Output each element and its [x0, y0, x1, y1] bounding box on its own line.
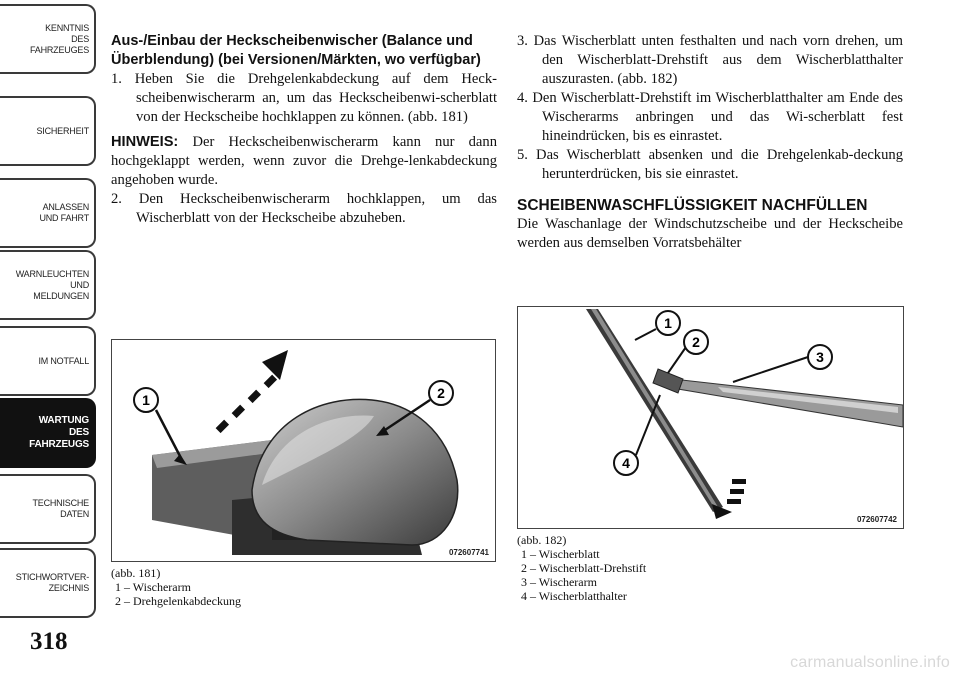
figure-code: 072607741 — [448, 548, 489, 557]
callout-1-label: 1 — [142, 392, 150, 408]
step-3: 3. Das Wischerblatt unten festhalten und nach vorn drehen, um den Wischerblatt-Drehstift aus dem Wischerblatthalter auszurasten. (abb. 182) — [517, 33, 903, 87]
tab-anlassen-und-fahrt[interactable] — [0, 178, 96, 248]
left-column — [111, 32, 497, 228]
chapter-tabs — [0, 0, 98, 620]
tab-stichwortverzeichnis[interactable] — [0, 548, 96, 618]
tab-label: ANLASSEN UND FAHRT — [39, 202, 89, 223]
wiper-arm-shape — [673, 379, 903, 427]
lift-direction-arrow — [216, 350, 288, 433]
step-2: 2. Den Heckscheibenwischerarm hochklappen, um das Wischerblatt von der Heckscheibe abzuheben. — [111, 191, 497, 226]
callout-4-label: 4 — [622, 455, 630, 471]
tab-label: TECHNISCHE DATEN — [32, 498, 89, 519]
figure-code: 072607742 — [856, 515, 897, 524]
callout-2-label: 2 — [437, 385, 445, 401]
legend-item: 4 – Wischerblatthalter — [521, 589, 627, 603]
figure-182-wiper-blade-illustration — [517, 306, 904, 529]
legend-item: 1 – Wischerarm — [115, 580, 191, 594]
legend-item: 1 – Wischerblatt — [521, 547, 600, 561]
callout-1-label: 1 — [664, 315, 672, 331]
wiper-blade-drawing — [518, 307, 903, 528]
tab-im-notfall[interactable] — [0, 326, 96, 396]
section-heading-washer-fluid: SCHEIBENWASCHFLÜSSIGKEIT NACHFÜLLEN — [517, 197, 868, 214]
wiper-pivot-cover-drawing — [112, 340, 495, 561]
tab-wartung-des-fahrzeugs[interactable] — [0, 398, 96, 468]
tab-label: WARNLEUCHTEN UND MELDUNGEN — [15, 268, 89, 301]
legend-item: 3 – Wischerarm — [521, 575, 597, 589]
section-heading: Aus-/Einbau der Heckscheibenwischer (Balance und Überblendung) (bei Versionen/Märkten, wo verfügbar) — [111, 33, 481, 68]
callout-3-label: 3 — [816, 349, 824, 365]
tab-label: WARTUNG DES FAHRZEUGS — [29, 415, 89, 450]
right-column — [517, 32, 903, 253]
tab-sicherheit[interactable] — [0, 96, 96, 166]
tab-label: STICHWORTVER- ZEICHNIS — [15, 572, 89, 593]
caption-title: (abb. 181) — [111, 566, 161, 580]
figure-181-caption — [111, 566, 241, 608]
figure-181-wiper-arm-illustration — [111, 339, 496, 562]
step-1: 1. Heben Sie die Drehgelenkabdeckung auf dem Heck-scheibenwischerarm an, um das Heckscheibenwi-scherblatt von der Heckscheibe hochklappen zu können. (abb. 181) — [111, 71, 497, 125]
callout-2-label: 2 — [692, 334, 700, 350]
note-text: Der Heckscheibenwischerarm kann nur dann hochgeklappt werden, wenn zuvor die Drehge-lenkabdeckung angehoben wurde. — [111, 134, 497, 188]
step-5: 5. Das Wischerblatt absenken und die Drehgelenkab-deckung herunterdrücken, bis sie einrastet. — [517, 147, 903, 182]
legend-item: 2 – Wischerblatt-Drehstift — [521, 561, 647, 575]
washer-fluid-paragraph: Die Waschanlage der Windschutzscheibe und der Heckscheibe werden aus demselben Vorratsbehälter — [517, 216, 903, 251]
watermark: carmanualsonline.info — [790, 654, 950, 671]
caption-title: (abb. 182) — [517, 533, 567, 547]
page-number: 318 — [30, 628, 68, 655]
tab-warnleuchten-und-meldungen[interactable] — [0, 250, 96, 320]
legend-item: 2 – Drehgelenkabdeckung — [115, 594, 241, 608]
tab-label: SICHERHEIT — [36, 125, 89, 136]
tab-label: IM NOTFALL — [38, 355, 89, 366]
figure-182-caption — [517, 533, 646, 603]
tab-technische-daten[interactable] — [0, 474, 96, 544]
note-paragraph — [111, 133, 497, 190]
tab-label: KENNTNIS DES FAHRZEUGES — [29, 22, 89, 55]
step-4: 4. Den Wischerblatt-Drehstift im Wischerblatthalter am Ende des Wischerarms anbringen und das Wi-scherblatt fest hineindrücken, bis es einrastet. — [517, 90, 903, 144]
note-label: HINWEIS: — [111, 134, 179, 150]
tab-kenntnis-des-fahrzeuges[interactable] — [0, 4, 96, 74]
